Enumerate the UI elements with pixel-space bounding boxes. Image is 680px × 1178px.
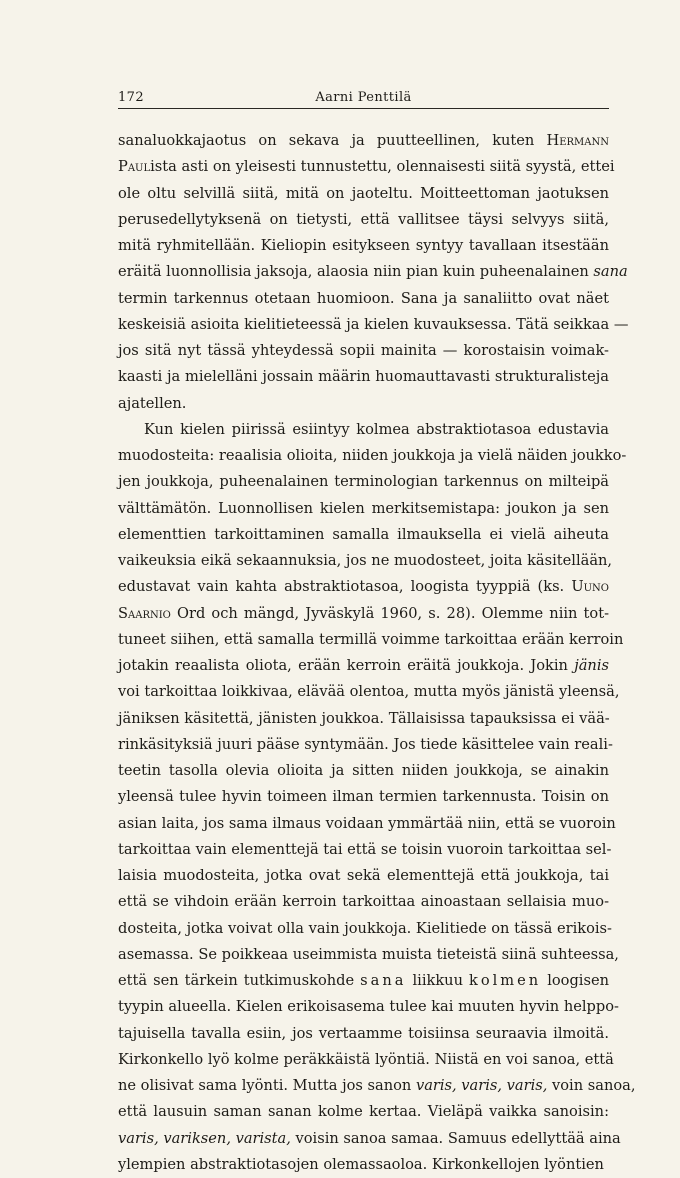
italic-term: varis, varis, varis, [415,1077,548,1094]
text-line [118,154,615,180]
text-line [118,417,609,443]
text-run: jäniksen käsitettä, jänisten joukkoa. Tällaisissa tapauksissa ei vää- [118,709,610,727]
text-line [118,469,609,495]
text-line [118,1126,621,1152]
text-run: asian laita, jos sama ilmaus voidaan ymmärtää niin, että se vuoroin [118,814,616,832]
text-line [118,548,613,574]
text-line [118,338,609,364]
text-line [118,653,609,679]
text-line [118,233,609,259]
text-line [118,1099,609,1125]
text-line [118,732,613,758]
text-line [118,942,619,968]
text-run: Ord och mängd, Jyväskylä 1960, s. 28). Olemme niin tot- [170,604,609,622]
small-caps-name: Paul [118,158,151,176]
text-line [118,758,609,784]
small-caps-name: Saarnio [118,604,171,622]
text-run: jotakin reaalista oliota, erään kerroin eräitä joukkoja. Jokin [118,657,575,674]
text-run: ole oltu selvillä siitä, mitä on jaoteltu. Moitteettoman jaotuksen [118,184,609,202]
italic-term: jänis [574,657,609,674]
text-run: jos sitä nyt tässä yhteydessä sopii mainita — korostaisin voimak- [118,342,609,359]
text-line [118,181,609,207]
text-run: tarkoittaa vain elementtejä tai että se toisin vuoroin tarkoittaa sel- [118,840,612,858]
text-run: Kun kielen piirissä esiintyy kolmea abstraktiotasoa edustavia [144,420,609,438]
text-line [118,784,609,810]
text-run: jen joukkoja, puheenalainen terminologian tarkennus on milteipä [118,473,609,491]
text-line [118,128,609,154]
text-line [118,811,616,837]
text-line [118,259,628,285]
text-line [118,364,609,390]
text-line [118,1047,614,1073]
text-run: voi tarkoittaa loikkivaa, elävää olentoa, mutta myös jänistä yleensä, [118,683,620,701]
text-run: ajatellen. [118,394,187,412]
text-run: voisin sanoa samaa. Samuus edellyttää aina [290,1129,621,1147]
text-run: Kirkonkello lyö kolme peräkkäistä lyöntiä. Niistä en voi sanoa, että [118,1050,614,1068]
text-run: voin sanoa, [547,1077,636,1094]
text-line [118,1021,609,1047]
italic-term: varis, variksen, varista, [118,1129,291,1147]
text-line [118,1152,609,1178]
text-run: vaikeuksia eikä sekaannuksia, jos ne muodosteet, joita käsitellään, [118,552,613,569]
text-run: eräitä luonnollisia jaksoja, alaosia niin pian kuin puheenalainen [118,263,594,281]
text-line [118,391,609,417]
text-line [118,889,609,915]
text-run: teetin tasolla olevia olioita ja sitten niiden joukkoja, se ainakin [118,762,609,779]
text-run: edustavat vain kahta abstraktiotasoa, loogista tyyppiä (ks. [118,578,572,596]
running-header-author: Aarni Penttilä [315,90,412,105]
text-run: elementtien tarkoittaminen samalla ilmauksella ei vielä aiheuta [118,525,609,543]
text-run: että se vihdoin erään kerroin tarkoittaa ainoastaan sellaisia muo- [118,893,609,911]
text-run: loogisen [541,972,609,989]
text-line [118,1073,636,1099]
text-line [118,574,609,600]
small-caps-name: Hermann [546,132,609,149]
text-line [118,994,619,1020]
text-run: tuneet siihen, että samalla termillä voimme tarkoittaa erään kerroin [118,630,624,648]
text-run: muodosteita: reaalisia olioita, niiden joukkoja ja vielä näiden joukko- [118,447,627,464]
text-run: dosteita, jotka voivat olla vain joukkoja. Kielitiede on tässä erikois- [118,919,612,937]
text-run: perusedellytyksenä on tietysti, että vallitsee täysi selvyys siitä, [118,210,609,228]
text-run: yleensä tulee hyvin toimeen ilman termien tarkennusta. Toisin on [118,788,609,806]
text-line [118,916,612,942]
text-run: sanaluokkajaotus on sekava ja puutteellinen, kuten [118,132,547,149]
text-line [118,207,609,233]
text-line [118,627,624,653]
text-line [118,863,609,889]
text-run: keskeisiä asioita kielitieteessä ja kielen kuvauksessa. Tätä seikkaa — [118,315,629,333]
text-run: tajuisella tavalla esiin, jos vertaamme toisiinsa seuraavia ilmoitä. [118,1024,609,1042]
text-line [118,679,620,705]
page-number: 172 [118,90,145,105]
text-run: että lausuin saman sanan kolme kertaa. Vieläpä vaikka sanoisin: [118,1103,609,1121]
text-run: mitä ryhmitellään. Kieliopin esitykseen syntyy tavallaan itsestään [118,237,609,254]
small-caps-name: Uuno [571,578,609,596]
text-run: liikkuu [406,972,470,989]
text-run: asemassa. Se poikkeaa useimmista muista tieteistä siinä suhteessa, [118,945,619,963]
text-line [118,968,609,994]
text-run: kaasti ja mielelläni jossain määrin huomauttavasti strukturalisteja [118,368,609,386]
text-run: että sen tärkein tutkimuskohde [118,972,361,989]
text-run: rinkäsityksiä juuri pääse syntymään. Jos tiede käsittelee vain reali- [118,735,613,753]
text-line [118,496,609,522]
text-line [118,601,609,627]
spaced-emphasis: sana [360,972,407,989]
running-header [118,88,609,109]
text-run: ista asti on yleisesti tunnustettu, olennaisesti siitä syystä, ettei [150,158,615,176]
text-run: termin tarkennus otetaan huomioon. Sana ja sanaliitto ovat näet [118,289,609,307]
text-line [118,286,609,312]
text-run: tyypin alueella. Kielen erikoisasema tulee kai muuten hyvin helppo- [118,998,619,1016]
text-run: välttämätön. Luonnollisen kielen merkitsemistapa: joukon ja sen [118,499,609,517]
text-run: ylempien abstraktiotasojen olemassaoloa. Kirkonkellojen lyöntien [118,1155,604,1173]
body-text [118,128,636,1178]
italic-term: sana [593,263,628,281]
text-line [118,706,609,732]
spaced-emphasis: kolmen [469,972,542,989]
text-line [118,443,627,469]
text-line [118,837,612,863]
text-run: laisia muodosteita, jotka ovat sekä elementtejä että joukkoja, tai [118,867,609,884]
text-line [118,312,629,338]
text-line [118,522,609,548]
text-run: ne olisivat sama lyönti. Mutta jos sanon [118,1077,416,1094]
